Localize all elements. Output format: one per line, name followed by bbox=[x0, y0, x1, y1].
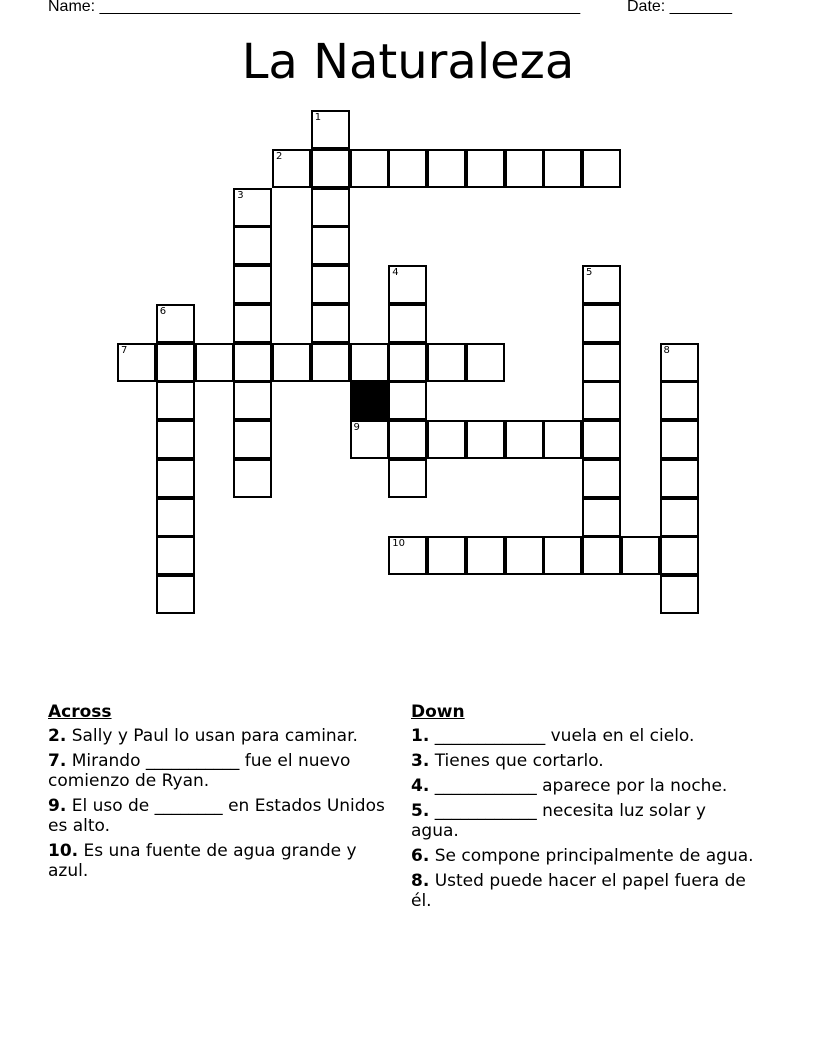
clue-number: 9. bbox=[48, 796, 67, 816]
grid-cell bbox=[350, 420, 389, 459]
clue-text: ____________ aparece por la noche. bbox=[429, 776, 728, 796]
grid-cell bbox=[660, 420, 699, 459]
across-heading: Across bbox=[48, 702, 112, 722]
grid-cell bbox=[311, 265, 350, 304]
grid-cell bbox=[311, 110, 350, 149]
grid-cell bbox=[466, 536, 505, 575]
clue-down-8 bbox=[411, 871, 756, 911]
down-heading: Down bbox=[411, 702, 465, 722]
date-field-label: Date: _______ bbox=[627, 0, 732, 15]
clue-across-10 bbox=[48, 841, 393, 881]
grid-cell bbox=[272, 149, 311, 188]
grid-cell bbox=[233, 304, 272, 343]
grid-cell bbox=[543, 420, 582, 459]
grid-cell bbox=[466, 343, 505, 382]
clue-number: 4. bbox=[411, 776, 430, 796]
grid-cell bbox=[233, 265, 272, 304]
clue-number: 6. bbox=[411, 846, 430, 866]
grid-cell bbox=[233, 381, 272, 420]
grid-cell bbox=[427, 149, 466, 188]
grid-cell bbox=[505, 536, 544, 575]
clue-text: Se compone principalmente de agua. bbox=[429, 846, 754, 866]
clue-number-label: 6 bbox=[159, 305, 167, 317]
grid-cell bbox=[582, 459, 621, 498]
clue-text: Es una fuente de agua grande y azul. bbox=[48, 841, 357, 881]
grid-cell bbox=[117, 343, 156, 382]
grid-cell bbox=[466, 149, 505, 188]
grid-cell bbox=[311, 188, 350, 227]
clue-down-6 bbox=[411, 846, 756, 866]
clue-down-3 bbox=[411, 751, 756, 771]
clue-number-label: 5 bbox=[586, 267, 593, 278]
clue-number-label: 8 bbox=[663, 344, 670, 356]
grid-cell bbox=[156, 498, 195, 537]
clue-down-5 bbox=[411, 801, 756, 841]
clue-number: 8. bbox=[411, 871, 430, 891]
grid-cell bbox=[582, 381, 621, 420]
clue-text: Usted puede hacer el papel fuera de él. bbox=[411, 871, 746, 911]
clue-down-4 bbox=[411, 776, 756, 796]
grid-cell bbox=[582, 304, 621, 343]
blocked-cell bbox=[350, 381, 389, 420]
grid-cell bbox=[388, 536, 427, 575]
clue-number-label: 7 bbox=[121, 344, 128, 356]
grid-cell bbox=[582, 343, 621, 382]
grid-cell bbox=[427, 343, 466, 382]
grid-cell bbox=[156, 420, 195, 459]
grid-cell bbox=[582, 265, 621, 304]
grid-cell bbox=[388, 420, 427, 459]
grid-cell bbox=[543, 149, 582, 188]
grid-cell bbox=[156, 381, 195, 420]
clue-number-label: 4 bbox=[392, 267, 399, 278]
grid-cell bbox=[350, 343, 389, 382]
grid-cell bbox=[543, 536, 582, 575]
clue-number-label: 3 bbox=[237, 189, 244, 201]
grid-cell bbox=[660, 343, 699, 382]
grid-cell bbox=[660, 575, 699, 614]
grid-cell bbox=[582, 498, 621, 537]
grid-cell bbox=[388, 343, 427, 382]
clue-number-label: 1 bbox=[314, 112, 322, 123]
grid-cell bbox=[388, 265, 427, 304]
grid-cell bbox=[156, 575, 195, 614]
name-field-label: Name: ______________________________________________________ bbox=[48, 0, 581, 15]
clue-text: Sally y Paul lo usan para caminar. bbox=[66, 726, 358, 746]
clue-number: 10. bbox=[48, 841, 79, 861]
grid-cell bbox=[311, 226, 350, 265]
clue-number: 1. bbox=[411, 726, 430, 746]
grid-cell bbox=[427, 536, 466, 575]
clue-across-2 bbox=[48, 726, 393, 746]
grid-cell bbox=[660, 498, 699, 537]
clue-number: 7. bbox=[48, 751, 67, 771]
grid-cell bbox=[156, 343, 195, 382]
grid-cell bbox=[582, 420, 621, 459]
grid-cell bbox=[660, 536, 699, 575]
grid-cell bbox=[388, 381, 427, 420]
grid-cell bbox=[582, 149, 621, 188]
grid-cell bbox=[388, 459, 427, 498]
grid-cell bbox=[311, 304, 350, 343]
grid-cell bbox=[660, 459, 699, 498]
grid-cell bbox=[233, 459, 272, 498]
grid-cell bbox=[388, 149, 427, 188]
down-clues bbox=[411, 702, 756, 916]
grid-cell bbox=[582, 536, 621, 575]
grid-cell bbox=[505, 420, 544, 459]
grid-cell bbox=[156, 536, 195, 575]
grid-cell bbox=[156, 459, 195, 498]
clue-text: Tienes que cortarlo. bbox=[429, 751, 604, 771]
clue-text: ____________ necesita luz solar y agua. bbox=[411, 801, 706, 841]
clue-text: El uso de ________ en Estados Unidos es alto. bbox=[48, 796, 385, 836]
grid-cell bbox=[233, 343, 272, 382]
across-clues bbox=[48, 702, 393, 886]
grid-cell bbox=[427, 420, 466, 459]
grid-cell bbox=[505, 149, 544, 188]
grid-cell bbox=[660, 381, 699, 420]
clue-number: 3. bbox=[411, 751, 430, 771]
clue-number-label: 10 bbox=[392, 538, 405, 550]
clue-number-label: 9 bbox=[353, 422, 360, 433]
clue-text: _____________ vuela en el cielo. bbox=[429, 726, 695, 746]
grid-cell bbox=[466, 420, 505, 459]
grid-cell bbox=[156, 304, 195, 343]
clue-number: 2. bbox=[48, 726, 67, 746]
grid-cell bbox=[233, 420, 272, 459]
grid-cell bbox=[621, 536, 660, 575]
grid-cell bbox=[311, 343, 350, 382]
grid-cell bbox=[233, 188, 272, 227]
clue-across-9 bbox=[48, 796, 393, 836]
clue-number: 5. bbox=[411, 801, 430, 821]
grid-cell bbox=[272, 343, 311, 382]
clue-text: Mirando ___________ fue el nuevo comienzo de Ryan. bbox=[48, 751, 351, 791]
grid-cell bbox=[233, 226, 272, 265]
grid-cell bbox=[311, 149, 350, 188]
grid-cell bbox=[388, 304, 427, 343]
clue-across-7 bbox=[48, 751, 393, 791]
grid-cell bbox=[350, 149, 389, 188]
clue-number-label: 2 bbox=[276, 150, 283, 162]
page-title: La Naturaleza bbox=[241, 34, 575, 90]
grid-cell bbox=[195, 343, 234, 382]
clue-down-1 bbox=[411, 726, 756, 746]
